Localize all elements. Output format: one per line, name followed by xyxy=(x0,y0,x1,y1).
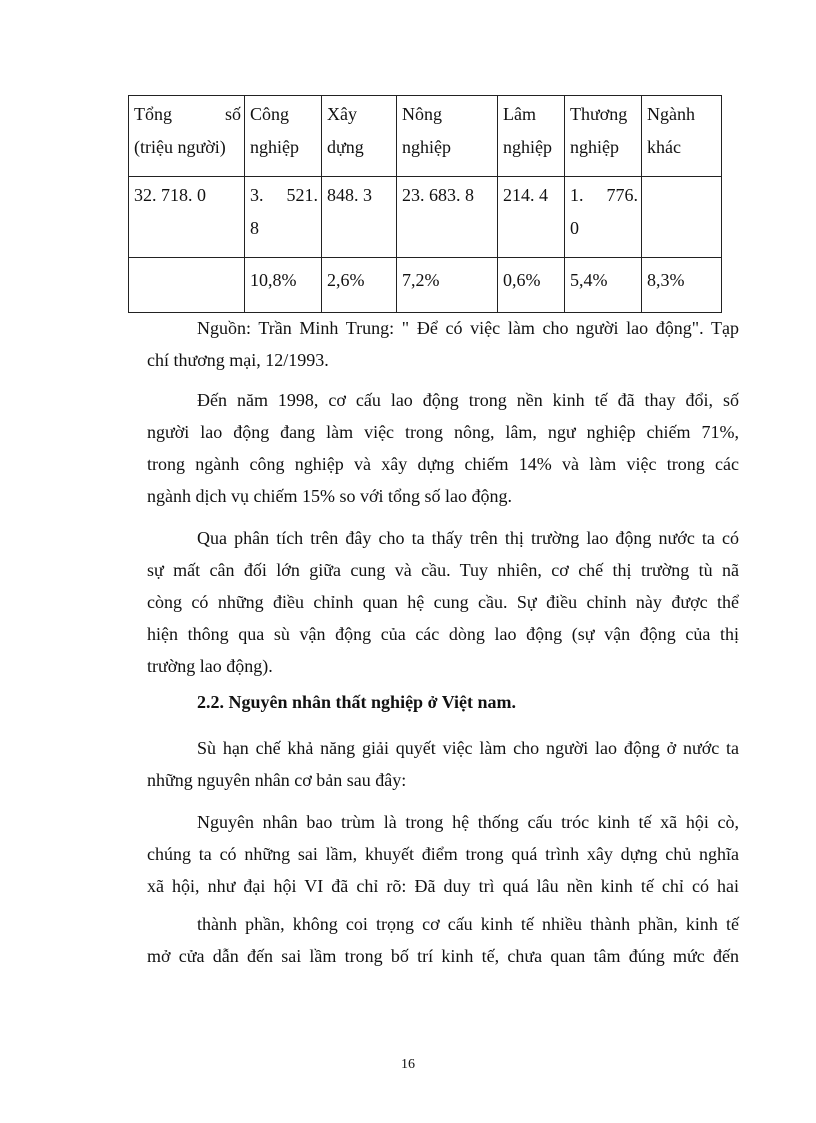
percent-construction-cell: 2,6% xyxy=(322,258,397,313)
para1-line-4: ngành dịch vụ chiếm 15% so với tổng số lao động. xyxy=(147,486,512,506)
percent-commerce-cell: 5,4% xyxy=(565,258,642,313)
para2-line-3: còng có những điều chỉnh quan hệ cung cầu. Sự điều chỉnh này được thể xyxy=(147,592,739,612)
header-other-line1: Ngành xyxy=(647,104,695,124)
section-heading: 2.2. Nguyên nhân thất nghiệp ở Việt nam. xyxy=(197,692,517,712)
header-construction-cell xyxy=(322,96,397,177)
source-line-1: Nguồn: Trần Minh Trung: " Để có việc làm cho người lao động". Tạp xyxy=(197,318,739,338)
para4-line-3: xã hội, như đại hội VI đã chỉ rõ: Đã duy trì quá lâu nền kinh tế chỉ có hai xyxy=(147,876,739,896)
paragraph-continuation xyxy=(197,908,739,940)
value-commerce-cell xyxy=(565,177,642,258)
header-agriculture-cell xyxy=(397,96,498,177)
para1-line-3: trong ngành công nghiệp và xây dựng chiếm 14% và làm việc trong các xyxy=(147,454,739,474)
paragraph-labor-structure-1998 xyxy=(147,384,739,512)
header-forestry-line2: nghiệp xyxy=(503,137,552,157)
para5-line-1: thành phần, không coi trọng cơ cấu kinh tế nhiều thành phần, kinh tế xyxy=(197,914,739,934)
value-other-cell xyxy=(642,177,722,258)
value-commerce-part1: 1. xyxy=(570,185,584,205)
value-industry-part1: 3. xyxy=(250,185,264,205)
header-industry-line1: Công xyxy=(250,104,290,124)
paragraph-limitations xyxy=(147,732,739,796)
para2-line-1: Qua phân tích trên đây cho ta thấy trên thị trường lao động nước ta có xyxy=(197,528,739,548)
source-citation xyxy=(147,312,739,376)
value-commerce-part2: 776. xyxy=(606,185,638,205)
para2-line-2: sự mất cân đối lớn giữa cung và cầu. Tuy nhiên, cơ chế thị trường tù nã xyxy=(147,560,739,580)
percent-industry-cell: 10,8% xyxy=(245,258,322,313)
table-percent-row xyxy=(129,258,722,313)
header-commerce-line2: nghiệp xyxy=(570,137,619,157)
header-commerce-cell xyxy=(565,96,642,177)
page-number: 16 xyxy=(401,1057,415,1072)
value-agriculture-cell: 23. 683. 8 xyxy=(397,177,498,258)
para4-line-1: Nguyên nhân bao trùm là trong hệ thống cấu tróc kinh tế xã hội cò, xyxy=(197,812,739,832)
header-construction-line1: Xây xyxy=(327,104,357,124)
para2-line-5: trường lao động). xyxy=(147,656,273,676)
value-commerce-part3: 0 xyxy=(570,218,579,238)
para3-line-2: những nguyên nhân cơ bản sau đây: xyxy=(147,770,407,790)
labor-structure-table xyxy=(128,95,722,313)
value-industry-part2: 521. xyxy=(286,185,318,205)
source-line-2: chí thương mại, 12/1993. xyxy=(147,350,329,370)
header-other-line2: khác xyxy=(647,137,681,157)
value-construction-cell: 848. 3 xyxy=(322,177,397,258)
paragraph-main-cause xyxy=(147,806,739,902)
para4-line-2: chúng ta có những sai lầm, khuyết điểm trong quá trình xây dựng chủ nghĩa xyxy=(147,844,739,864)
percent-total-cell xyxy=(129,258,245,313)
header-industry-cell xyxy=(245,96,322,177)
header-agriculture-line2: nghiệp xyxy=(402,137,451,157)
value-industry-part3: 8 xyxy=(250,218,259,238)
para2-line-4: hiện thông qua sù vận động của các dòng lao động (sự vận động của thị xyxy=(147,624,739,644)
value-forestry-cell: 214. 4 xyxy=(498,177,565,258)
value-total-cell: 32. 718. 0 xyxy=(129,177,245,258)
header-other-cell xyxy=(642,96,722,177)
table-header-row xyxy=(129,96,722,177)
paragraph-market-analysis xyxy=(147,522,739,682)
header-forestry-cell xyxy=(498,96,565,177)
header-forestry-line1: Lâm xyxy=(503,104,536,124)
header-total-word2: số xyxy=(224,104,241,124)
para1-line-2: người lao động đang làm việc trong nông, lâm, ngư nghiệp chiếm 71%, xyxy=(147,422,739,442)
header-commerce-line1: Thương xyxy=(570,104,628,124)
header-construction-line2: dựng xyxy=(327,137,364,157)
para5-line-2: mở cửa dẫn đến sai lầm trong bố trí kinh tế, chưa quan tâm đúng mức đến xyxy=(147,946,739,966)
para1-line-1: Đến năm 1998, cơ cấu lao động trong nền kinh tế đã thay đổi, số xyxy=(197,390,739,410)
value-industry-cell xyxy=(245,177,322,258)
header-agriculture-line1: Nông xyxy=(402,104,442,124)
percent-other-cell: 8,3% xyxy=(642,258,722,313)
table-values-row xyxy=(129,177,722,258)
percent-forestry-cell: 0,6% xyxy=(498,258,565,313)
header-industry-line2: nghiệp xyxy=(250,137,299,157)
header-total-unit: (triệu người) xyxy=(134,137,226,157)
header-total-cell xyxy=(129,96,245,177)
para3-line-1: Sù hạn chế khả năng giải quyết việc làm cho người lao động ở nước ta xyxy=(197,738,739,758)
percent-agriculture-cell: 7,2% xyxy=(397,258,498,313)
paragraph-continuation-2 xyxy=(147,940,739,972)
header-total-word1: Tổng xyxy=(134,104,172,124)
